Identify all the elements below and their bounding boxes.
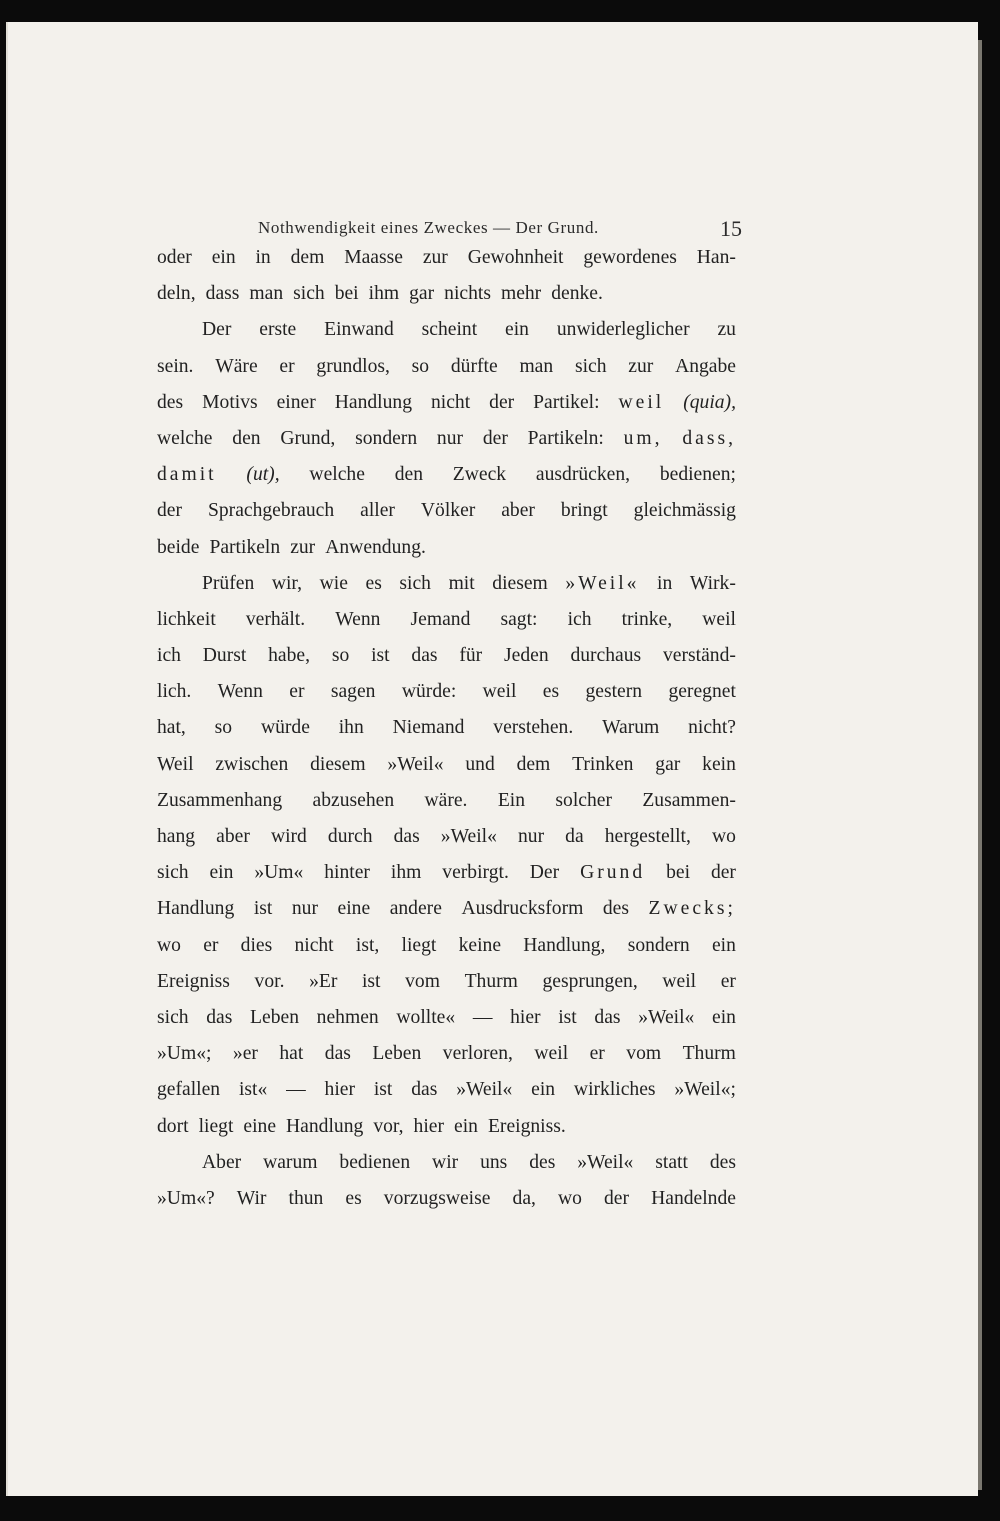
- text-line: hat, so würde ihn Niemand verstehen. Warum nicht?: [157, 717, 736, 739]
- text-line: ich Durst habe, so ist das für Jeden durchaus verständ-: [157, 645, 736, 667]
- text-line: der Sprachgebrauch aller Völker aber bringt gleichmässig: [157, 500, 736, 522]
- text-line: Handlung ist nur eine andere Ausdrucksform des Zwecks;: [157, 898, 736, 920]
- text-line: des Motivs einer Handlung nicht der Partikel: weil (quia),: [157, 391, 736, 413]
- text-line: wo er dies nicht ist, liegt keine Handlung, sondern ein: [157, 934, 736, 956]
- text-line: deln, dass man sich bei ihm gar nichts mehr denke.: [157, 283, 603, 305]
- text-line: Weil zwischen diesem »Weil« und dem Trinken gar kein: [157, 753, 736, 775]
- text-line: lichkeit verhält. Wenn Jemand sagt: ich trinke, weil: [157, 608, 736, 630]
- body-text: [157, 240, 736, 1217]
- page-edge: [978, 40, 982, 1490]
- text-line: sich ein »Um« hinter ihm verbirgt. Der Grund bei der: [157, 862, 736, 884]
- running-head: [158, 200, 742, 240]
- text-line: damit (ut), welche den Zweck ausdrücken, bedienen;: [157, 464, 736, 486]
- text-line: Aber warum bedienen wir uns des »Weil« statt des: [202, 1151, 736, 1173]
- text-line: Zusammenhang abzusehen wäre. Ein solcher Zusammen-: [157, 789, 736, 811]
- text-line: welche den Grund, sondern nur der Partikeln: um, dass,: [157, 427, 736, 449]
- text-line: sein. Wäre er grundlos, so dürfte man sich zur Angabe: [157, 355, 736, 377]
- text-line: lich. Wenn er sagen würde: weil es gestern geregnet: [157, 681, 736, 703]
- text-line: »Um«? Wir thun es vorzugsweise da, wo der Handelnde: [157, 1187, 736, 1209]
- text-line: Der erste Einwand scheint ein unwiderleglicher zu: [202, 319, 736, 341]
- text-line: »Um«; »er hat das Leben verloren, weil er vom Thurm: [157, 1043, 736, 1065]
- page-number: 15: [720, 216, 742, 241]
- text-line: Ereigniss vor. »Er ist vom Thurm gesprungen, weil er: [157, 970, 736, 992]
- text-line: dort liegt eine Handlung vor, hier ein Ereigniss.: [157, 1115, 566, 1137]
- text-line: beide Partikeln zur Anwendung.: [157, 536, 426, 558]
- text-line: Prüfen wir, wie es sich mit diesem »Weil« in Wirk-: [202, 572, 736, 594]
- text-line: gefallen ist« — hier ist das »Weil« ein wirkliches »Weil«;: [157, 1079, 736, 1101]
- text-line: hang aber wird durch das »Weil« nur da hergestellt, wo: [157, 826, 736, 847]
- running-head-title: Nothwendigkeit eines Zweckes — Der Grund.: [258, 218, 599, 237]
- text-line: oder ein in dem Maasse zur Gewohnheit gewordenes Han-: [157, 247, 736, 268]
- text-line: sich das Leben nehmen wollte« — hier ist das »Weil« ein: [157, 1006, 736, 1028]
